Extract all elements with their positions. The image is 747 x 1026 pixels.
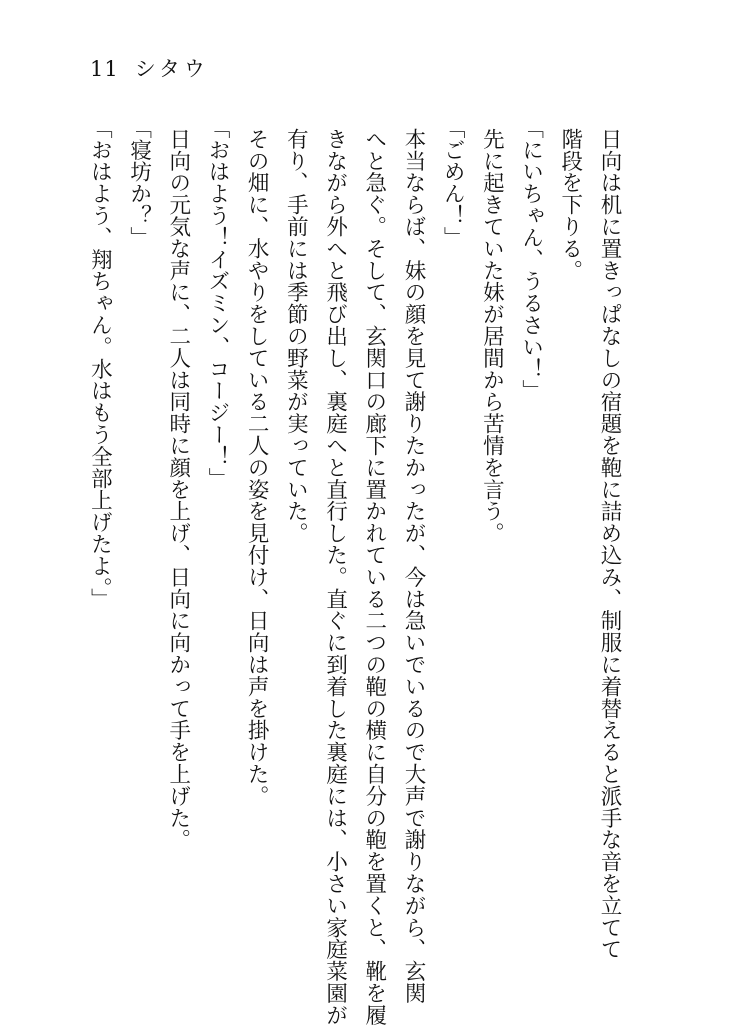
dialogue-line: 「にいちゃん、うるさい！」 (518, 117, 544, 402)
dialogue-line: 「寝坊か？」 (126, 117, 152, 249)
vertical-body-text (80, 117, 629, 1026)
text-line: 日向は机に置きっぱなしの宿題を鞄に詰め込み、制服に着替えると派手な音を立てて (597, 128, 622, 961)
dialogue-line: 「ごめん！」 (440, 117, 466, 249)
running-header (90, 52, 209, 86)
text-line: 階段を下りる。 (557, 128, 583, 282)
text-line: きながら外へと飛び出し、裏庭へと直行した。直ぐに到着した裏庭には、小さい家庭菜園が (322, 128, 348, 1026)
text-line: 本当ならば、妹の顔を見て謝りたかったが、今は急いでいるので大声で謝りながら、玄関 (400, 128, 426, 1004)
text-line: 有り、手前には季節の野菜が実っていた。 (283, 128, 309, 545)
text-line: 日向の元気な声に、二人は同時に顔を上げ、日向に向かって手を上げた。 (165, 128, 191, 851)
dialogue-line: 「おはよう！イズミン、コージー！」 (204, 117, 230, 490)
text-line: その畑に、水やりをしている二人の姿を見付け、日向は声を掛けた。 (244, 128, 270, 807)
chapter-title: シタウ (134, 57, 209, 81)
dialogue-line: 「おはよう、翔ちゃん。水はもう全部上げたよ。」 (87, 117, 113, 611)
text-line: へと急ぐ。そして、玄関口の廊下に置かれている二つの鞄の横に自分の鞄を置くと、靴を履 (361, 128, 387, 1026)
page-number: 11 (90, 57, 119, 81)
text-line: 先に起きていた妹が居間から苦情を言う。 (479, 128, 505, 545)
